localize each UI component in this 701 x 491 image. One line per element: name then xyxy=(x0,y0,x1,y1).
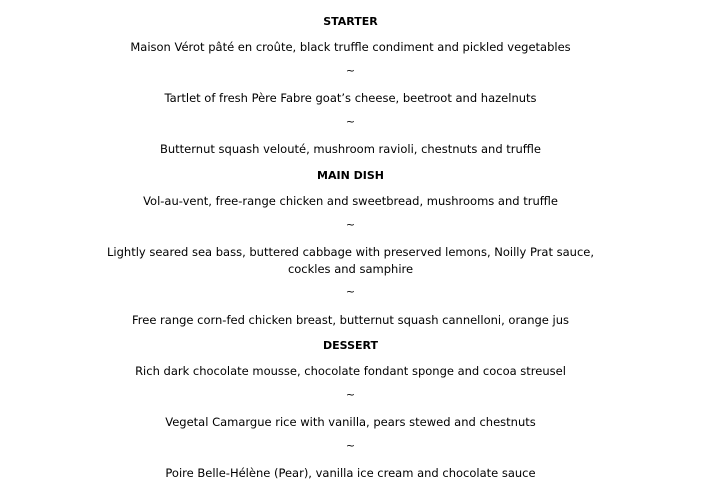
dessert-item-1: Rich dark chocolate mousse, chocolate fondant sponge and cocoa streusel xyxy=(135,364,566,378)
starter-item-3: Butternut squash velouté, mushroom ravioli, chestnuts and truffle xyxy=(159,142,542,156)
main-item-1: Vol-au-vent, free-range chicken and sweetbread, mushrooms and truffle xyxy=(143,194,558,208)
starter-heading: STARTER xyxy=(323,15,378,28)
main-item-3: Free range corn-fed chicken breast, butternut squash cannelloni, orange jus xyxy=(131,313,570,327)
separator: ~ xyxy=(345,218,356,231)
dessert-heading: DESSERT xyxy=(323,339,378,352)
main-dish-heading: MAIN DISH xyxy=(317,169,384,182)
separator: ~ xyxy=(345,64,356,77)
dessert-item-3: Poire Belle-Hélène (Pear), vanilla ice cream and chocolate sauce xyxy=(165,466,536,480)
separator: ~ xyxy=(345,115,356,128)
starter-item-2: Tartlet of fresh Père Fabre goat’s cheese, beetroot and hazelnuts xyxy=(164,91,537,105)
separator: ~ xyxy=(345,285,356,298)
main-item-2: Lightly seared sea bass, buttered cabbage with preserved lemons, Noilly Prat sauce, cockles and samphire xyxy=(107,245,594,276)
dessert-item-2: Vegetal Camargue rice with vanilla, pears stewed and chestnuts xyxy=(165,415,536,429)
separator: ~ xyxy=(345,388,356,401)
starter-item-1: Maison Vérot pâté en croûte, black truffle condiment and pickled vegetables xyxy=(130,40,571,54)
separator: ~ xyxy=(345,439,356,452)
